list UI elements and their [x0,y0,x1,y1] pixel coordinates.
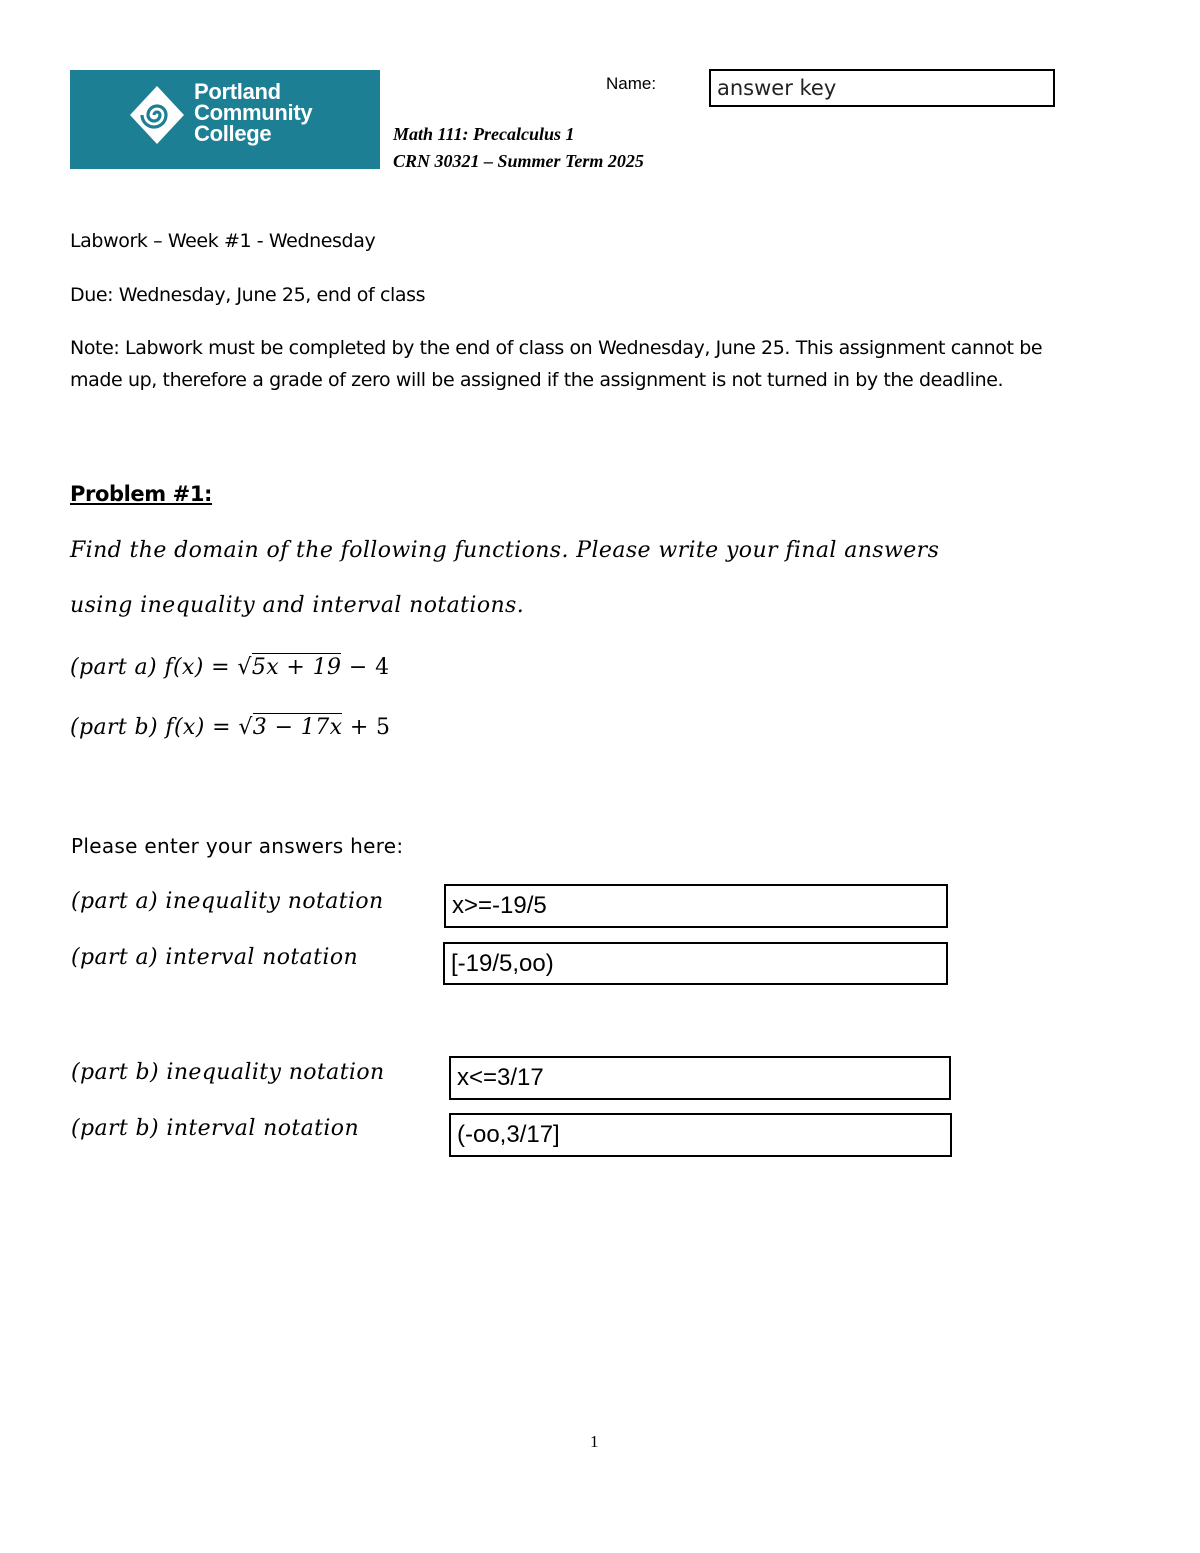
course-term: CRN 30321 – Summer Term 2025 [393,151,644,171]
labwork-title: Labwork – Week #1 - Wednesday [70,230,376,252]
answer-a-inequality-box [444,884,948,928]
part-b-label: (part b) [70,715,158,740]
part-a-tail: − 4 [348,655,390,680]
answer-b-interval-input[interactable] [451,1115,950,1155]
answer-b-interval-box [449,1113,952,1157]
name-label: Name: [606,74,657,93]
answer-b-inequality-input[interactable] [451,1058,949,1098]
answer-a-inequality-label: (part a) inequality notation [71,889,384,914]
answer-b-inequality-box [449,1056,951,1100]
sqrt-icon: √ [237,655,252,680]
logo-line-1: Portland [194,79,281,104]
logo-wordmark [194,79,313,146]
spiral-diamond-icon [128,84,186,146]
problem-heading: Problem #1: [70,482,213,506]
part-b-function [70,715,390,740]
due-date: Due: Wednesday, June 25, end of class [70,284,426,306]
college-logo [70,70,380,169]
answer-a-interval-label: (part a) interval notation [71,945,359,970]
logo-line-3: College [194,121,272,146]
note-line-1: Note: Labwork must be completed by the end of class on Wednesday, June 25. This assignment cannot be [70,337,1043,359]
part-b-tail: + 5 [349,715,391,740]
answer-b-interval-label: (part b) interval notation [71,1116,360,1141]
name-field[interactable] [711,71,1053,105]
part-a-lhs: f(x) = [164,655,230,680]
answer-a-interval-box [443,942,948,985]
part-a-radicand: 5x + 19 [251,655,342,680]
name-field-box [709,69,1055,107]
answers-prompt: Please enter your answers here: [71,834,404,858]
part-a-label: (part a) [70,655,158,680]
answer-a-inequality-input[interactable] [446,886,946,926]
part-b-lhs: f(x) = [165,715,231,740]
answer-a-interval-input[interactable] [445,944,946,983]
page-number: 1 [590,1432,599,1451]
answer-b-inequality-label: (part b) inequality notation [71,1060,385,1085]
logo-line-2: Community [194,100,313,125]
instruction-line-2: using inequality and interval notations. [70,593,525,618]
note-line-2: made up, therefore a grade of zero will be assigned if the assignment is not turned in by the deadline. [70,369,1004,391]
instruction-line-1: Find the domain of the following functions. Please write your final answers [70,538,940,563]
part-b-radicand: 3 − 17x [252,715,343,740]
part-a-function [70,655,389,680]
course-title: Math 111: Precalculus 1 [393,124,575,144]
sqrt-icon: √ [238,715,253,740]
